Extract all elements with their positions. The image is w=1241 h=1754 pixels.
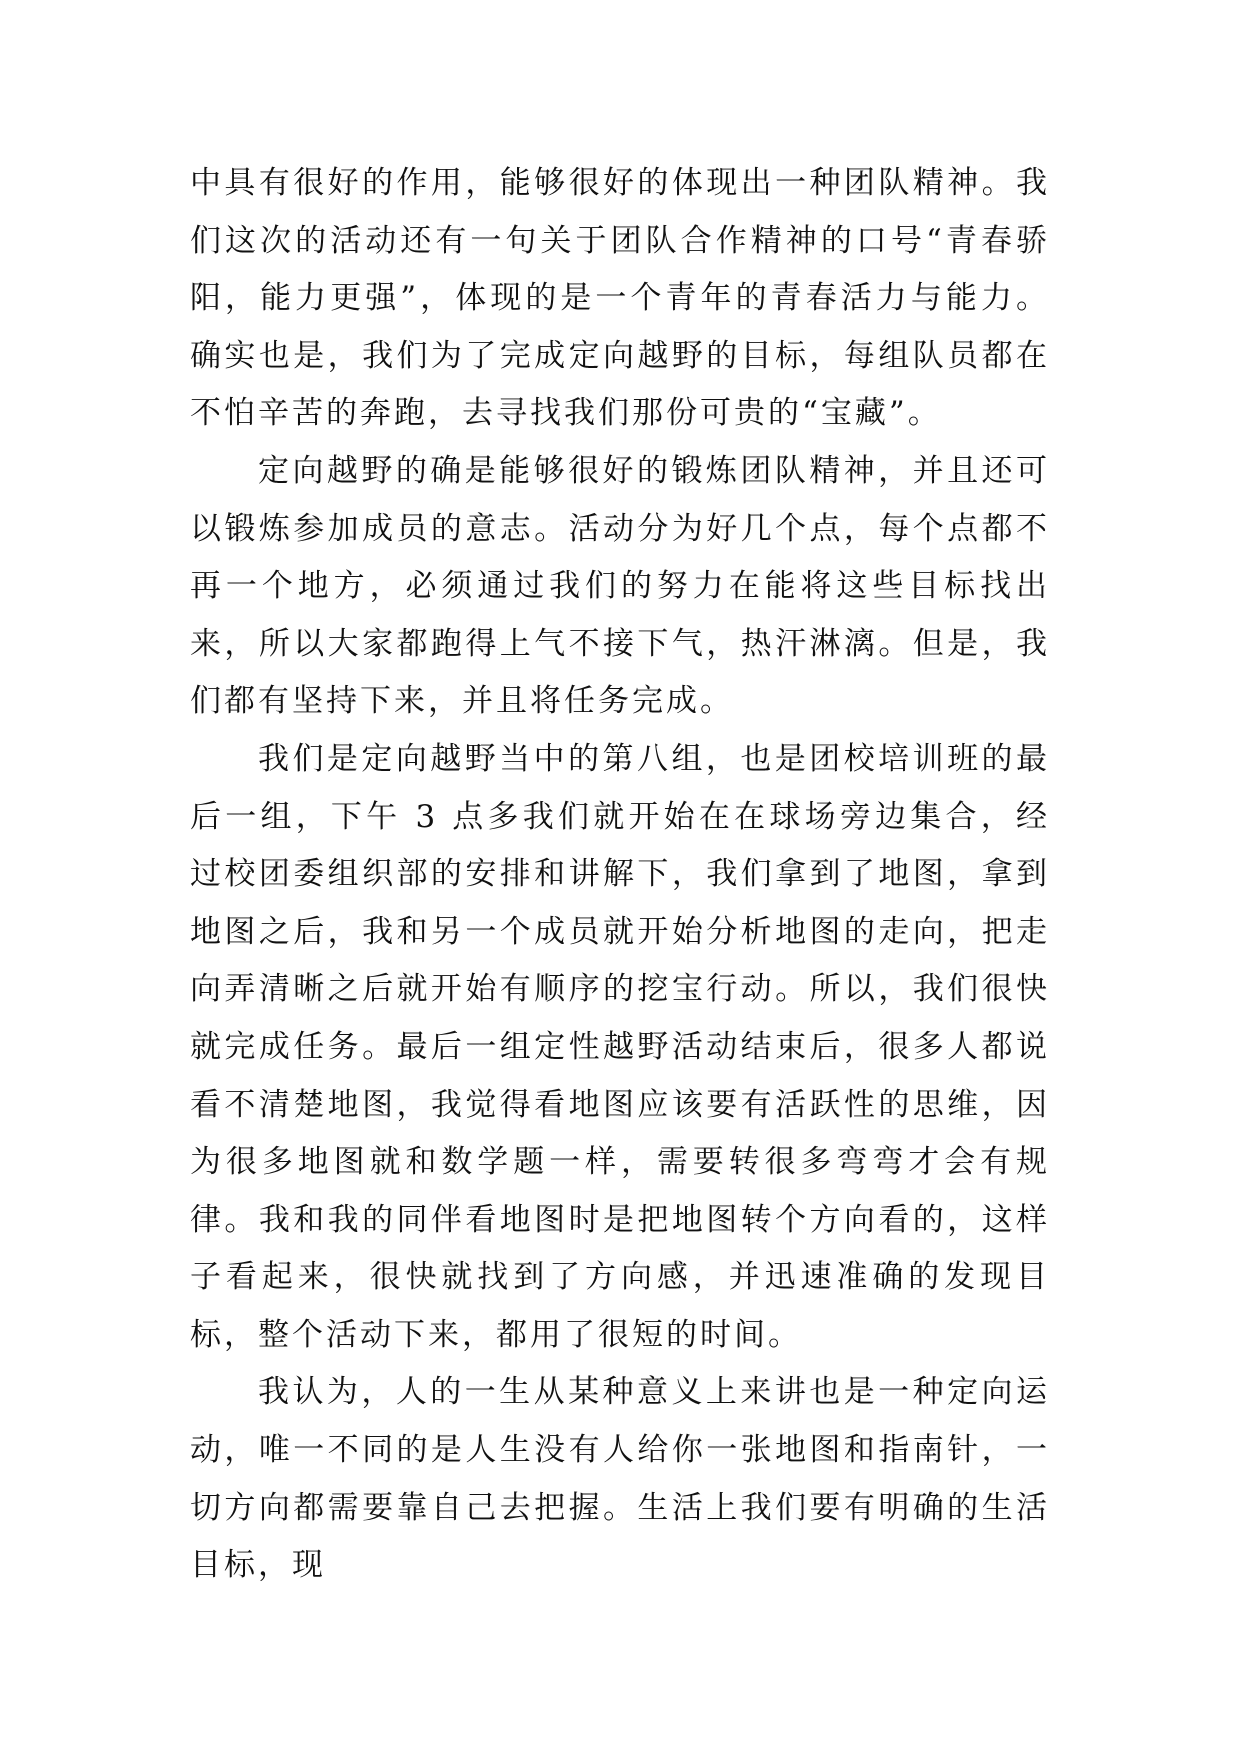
paragraph-1: 中具有很好的作用，能够很好的体现出一种团队精神。我们这次的活动还有一句关于团队合作精神的口号“青春骄阳，能力更强”，体现的是一个青年的青春活力与能力。确实也是，我们为了完成定向越野的目标，每组队员都在不怕辛苦的奔跑，去寻找我们那份可贵的“宝藏”。 <box>190 165 1050 432</box>
paragraph-4: 我认为，人的一生从某种意义上来讲也是一种定向运动，唯一不同的是人生没有人给你一张地图和指南针，一切方向都需要靠自己去把握。生活上我们要有明确的生活目标，现 <box>190 1374 1050 1584</box>
paragraph-2: 定向越野的确是能够很好的锻炼团队精神，并且还可以锻炼参加成员的意志。活动分为好几个点，每个点都不再一个地方，必须通过我们的努力在能将这些目标找出来，所以大家都跑得上气不接下气，热汗淋漓。但是，我们都有坚持下来，并且将任务完成。 <box>190 452 1050 720</box>
document-body <box>190 155 1050 1595</box>
paragraph-3: 我们是定向越野当中的第八组，也是团校培训班的最后一组，下午 3 点多我们就开始在在球场旁边集合，经过校团委组织部的安排和讲解下，我们拿到了地图，拿到地图之后，我和另一个成员就开始分析地图的走向，把走向弄清晰之后就开始有顺序的挖宝行动。所以，我们很快就完成任务。最后一组定性越野活动结束后，很多人都说看不清楚地图，我觉得看地图应该要有活跃性的思维，因为很多地图就和数学题一样，需要转很多弯弯才会有规律。我和我的同伴看地图时是把地图转个方向看的，这样子看起来，很快就找到了方向感，并迅速准确的发现目标，整个活动下来，都用了很短的时间。 <box>190 740 1050 1353</box>
